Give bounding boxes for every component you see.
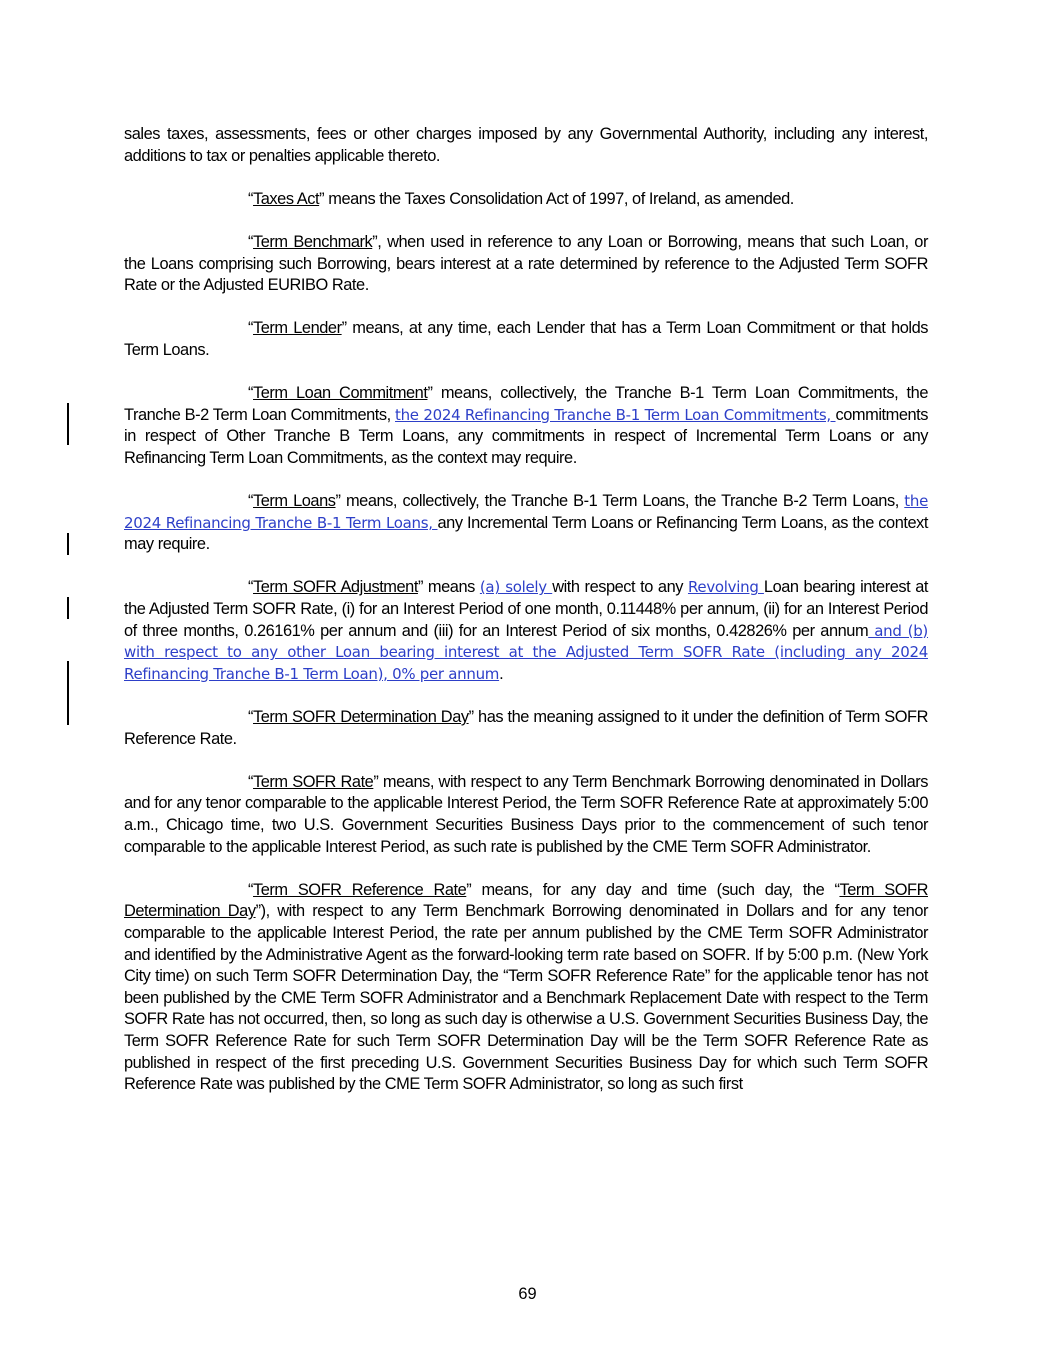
defined-term: Term SOFR Adjustment (253, 578, 418, 597)
quote-open: “ (248, 708, 254, 727)
change-bar (67, 533, 69, 555)
quote-open: “ (248, 384, 254, 403)
definition-term-sofr-determination-day (124, 707, 928, 750)
definition-text: Loan bearing interest at the Adjusted Term SOFR Rate, (i) for an Interest Period of one month, 0.11448% per annum, (ii) for an Interest Period of three months, 0.26161% per annum and (iii) for an Interest Period of six months, 0.42826% per annum (124, 578, 928, 640)
defined-term: Term Loans (253, 492, 336, 511)
quote-open: “ (248, 319, 254, 338)
definition-text: any Incremental Term Loans or Refinancing Term Loans, as the context may require. (124, 513, 928, 554)
defined-term: Term Benchmark (253, 232, 373, 251)
inserted-text: the 2024 Refinancing Tranche B-1 Term Loans, (124, 492, 928, 532)
definition-term-benchmark (124, 232, 928, 297)
definition-text: ” means, collectively, the Tranche B-1 Term Loans, the Tranche B-2 Term Loans, (335, 492, 905, 511)
defined-term: Term SOFR Determination Day (253, 708, 469, 727)
quote-open: “ (248, 189, 254, 208)
document-body (124, 124, 928, 1117)
definition-text: . (499, 664, 504, 683)
definition-text: commitments in respect of Other Tranche B Term Loans, any commitments in respect of Incremental Term Loans or any Refinancing Term Loan Commitments, as the context may require. (124, 405, 929, 467)
definition-term-sofr-rate (124, 772, 928, 858)
page-number: 69 (518, 1285, 537, 1303)
change-bar (67, 403, 69, 445)
defined-term: Term SOFR Reference Rate (253, 880, 467, 899)
definition-term-sofr-adjustment (124, 577, 928, 685)
defined-term: Term Loan Commitment (253, 384, 428, 403)
definition-text: ”), with respect to any Term Benchmark Borrowing denominated in Dollars and for any tenor comparable to the applicable Interest Period, the rate per annum published by the CME Term SOFR Administrator and identified by the Administrative Agent as the forward-looking term rate based on SOFR. If by 5:00 p.m. (New York City time) on such Term SOFR Determination Day, the “Term SOFR Reference Rate” for the applicable tenor has not been published by the CME Term SOFR Administrator and a Benchmark Replacement Date with respect to the Term SOFR Rate has not occurred, then, so long as such day is otherwise a U.S. Government Securities Business Day, the Term SOFR Reference Rate for such Term SOFR Determination Day will be the Term SOFR Reference Rate as published in respect of the first preceding U.S. Government Securities Business Day for which such Term SOFR Reference Rate was published by the CME Term SOFR Administrator, so long as such first (124, 902, 928, 1094)
quote-open: “ (248, 880, 254, 899)
inserted-text: Revolving (687, 578, 764, 597)
definition-text: ” means, with respect to any Term Benchmark Borrowing denominated in Dollars and for any tenor comparable to the applicable Interest Period, the Term SOFR Reference Rate at approximately 5:00 a.m., Chicago time, two U.S. Government Securities Business Days prior to the commencement of such tenor comparable to the applicable Interest Period, as such rate is published by the CME Term SOFR Administrator. (124, 772, 928, 856)
paragraph-taxes-continuation (124, 124, 928, 167)
quote-open: “ (248, 492, 254, 511)
definition-text: ” means, for any day and time (such day, the “ (466, 880, 840, 899)
definition-term-loan-commitment (124, 383, 928, 469)
definition-text: ” means the Taxes Consolidation Act of 1997, of Ireland, as amended. (319, 189, 794, 208)
definition-text: ” means (417, 578, 480, 597)
definition-text: ” means, collectively, the Tranche B-1 Term Loan Commitments, the Tranche B-2 Term Loan Commitments, (124, 384, 928, 424)
definition-text: ” has the meaning assigned to it under the definition of Term SOFR Reference Rate. (124, 708, 928, 748)
definition-text: ”, when used in reference to any Loan or Borrowing, means that such Loan, or the Loans comprising such Borrowing, bears interest at a rate determined by reference to the Adjusted Term SOFR Rate or the Adjusted EURIBO Rate. (124, 232, 928, 295)
change-bar (67, 661, 69, 725)
paragraph-text: sales taxes, assessments, fees or other charges imposed by any Governmental Authority, including any interest, additions to tax or penalties applicable thereto. (124, 125, 928, 165)
definition-taxes-act (124, 189, 928, 211)
inserted-text: and (b) with respect to any other Loan bearing interest at the Adjusted Term SOFR Rate (including any 2024 Refinancing Tranche B-1 Term Loan), 0% per annum (124, 621, 928, 683)
definition-text: ” means, at any time, each Lender that has a Term Loan Commitment or that holds Term Loans. (124, 319, 929, 359)
change-bar (67, 597, 69, 619)
defined-term: Term SOFR Rate (253, 772, 374, 791)
quote-open: “ (248, 232, 254, 251)
inserted-text: (a) solely (479, 578, 553, 597)
inserted-text: the 2024 Refinancing Tranche B-1 Term Loan Commitments, (395, 405, 836, 424)
defined-term: Taxes Act (253, 189, 320, 208)
defined-term: Term Lender (253, 319, 342, 338)
defined-term: Term SOFR Determination Day (124, 880, 928, 921)
definition-term-loans (124, 491, 928, 556)
definition-term-lender (124, 318, 928, 361)
definition-term-sofr-reference-rate (124, 880, 928, 1096)
definition-text: with respect to any (552, 578, 688, 597)
quote-open: “ (248, 772, 254, 791)
quote-open: “ (248, 578, 254, 597)
